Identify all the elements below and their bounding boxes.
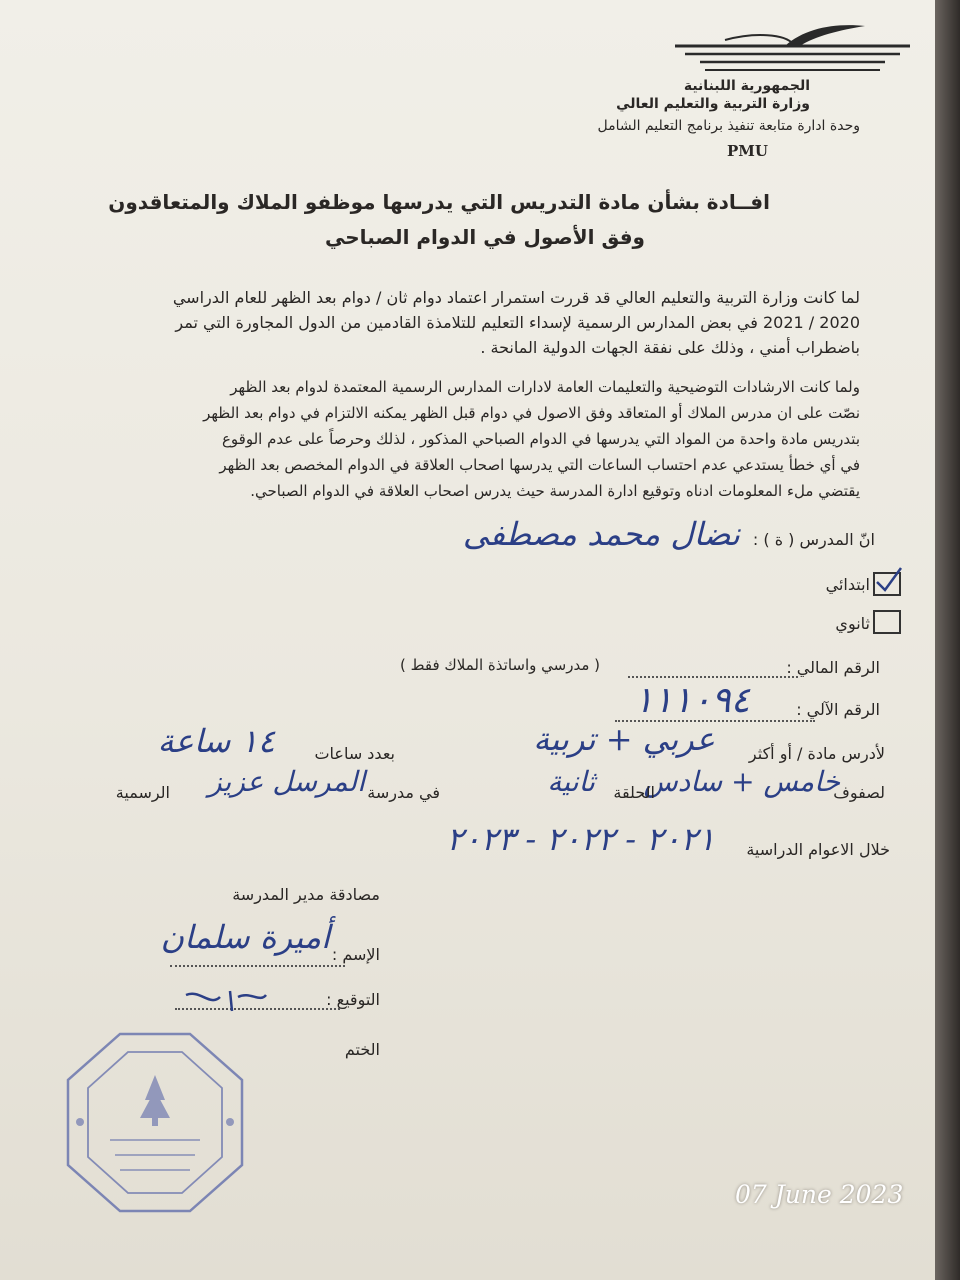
cycle-value: ثانية [547,765,595,798]
paragraph-1-line: لما كانت وزارة التربية والتعليم العالي قد قررت استمرار اعتماد دوام ثان / دوام بعد الظهر للعام الدراسي [172,288,860,307]
header-ministry: وزارة التربية والتعليم العالي [616,96,810,112]
director-name-value: أميرة سلمان [160,918,330,956]
subject-value: عربي + تربية [533,720,715,758]
secondary-label: ثانوي [835,614,870,633]
director-name-field[interactable] [170,965,345,967]
director-name-label: الإسم : [331,945,380,964]
primary-checkbox[interactable] [873,572,901,596]
document-title-line2: وفق الأصول في الدوام الصباحي [325,225,645,249]
automated-number-label: الرقم الآلي : [796,700,880,719]
checkmark-icon [873,566,903,594]
ministry-logo-icon [665,18,920,78]
secondary-checkbox[interactable] [873,610,901,634]
school-stamp-icon [60,1030,250,1215]
paragraph-1-line: 2020 / 2021 في بعض المدارس الرسمية لإسداء التعليم للتلامذة القادمين من الدول المجاورة التي تمر [175,313,860,332]
financial-number-label: الرقم المالي : [786,658,880,677]
years-value: ٢٠٢١ - ٢٠٢٢ - ٢٠٢٣ [446,820,715,858]
director-approval-heading: مصادقة مدير المدرسة [232,885,380,904]
official-label: الرسمية [115,783,170,802]
dark-background-edge [935,0,960,1280]
paragraph-2-line: نصّت على ان مدرس الملاك أو المتعاقد وفق الاصول في دوام قبل الظهر يمكنه الالتزام في دوام بعد الظهر [203,404,860,422]
document-title-line1: افــادة بشأن مادة التدريس التي يدرسها موظفو الملاك والمتعاقدون [108,190,770,214]
classes-label: لصفوف [833,783,885,802]
hours-value: ١٤ ساعة [157,722,275,760]
teacher-name: نضال محمد مصطفى [462,515,740,553]
signature-label: التوقيع : [326,990,380,1009]
subject-label: لأدرس مادة / أو أكثر [748,744,885,763]
years-label: خلال الاعوام الدراسية [746,840,890,859]
director-signature-icon [180,985,270,1015]
paragraph-1-line: باضطراب أمني ، وذلك على نفقة الجهات الدولية المانحة . [480,338,860,357]
teacher-label: انّ المدرس ( ة ) : [752,530,875,549]
hours-label: بعدد ساعات [314,744,395,763]
automated-number-value: ١١١٠٩٤ [633,680,750,721]
photo-date-stamp: 07 June 2023 [735,1180,904,1209]
seal-label: الختم [344,1040,380,1059]
paragraph-2-line: يقتضي ملء المعلومات ادناه وتوقيع ادارة المدرسة حيث يدرس اصحاب العلاقة في الدوام الصباحي. [250,482,860,500]
cycle-label: الحلقة [613,783,655,802]
paragraph-2-line: ولما كانت الارشادات التوضيحية والتعليمات العامة لادارات المدارس الرسمية المعتمدة لدوام بعد الظهر [230,378,860,396]
header-unit-abbr: PMU [727,142,768,160]
school-value: المرسل عزيز [208,765,365,798]
financial-number-note: ( مدرسي واساتذة الملاك فقط ) [400,656,600,674]
school-label: في مدرسة [367,783,440,802]
paragraph-2-line: في أي خطأ يستدعي عدم احتساب الساعات التي يدرسها اصحاب العلاقة في الدوام المخصص بعد الظهر [219,456,860,474]
classes-value: خامس + سادس [643,765,840,798]
financial-number-field[interactable] [628,676,798,678]
header-republic: الجمهورية اللبنانية [683,78,810,94]
header-unit: وحدة ادارة متابعة تنفيذ برنامج التعليم الشامل [597,118,860,134]
primary-label: ابتدائي [825,575,870,594]
paragraph-2-line: بتدريس مادة واحدة من المواد التي يدرسها في الدوام الصباحي المذكور ، لذلك وحرصاً على عدم الوقوع [221,430,860,448]
